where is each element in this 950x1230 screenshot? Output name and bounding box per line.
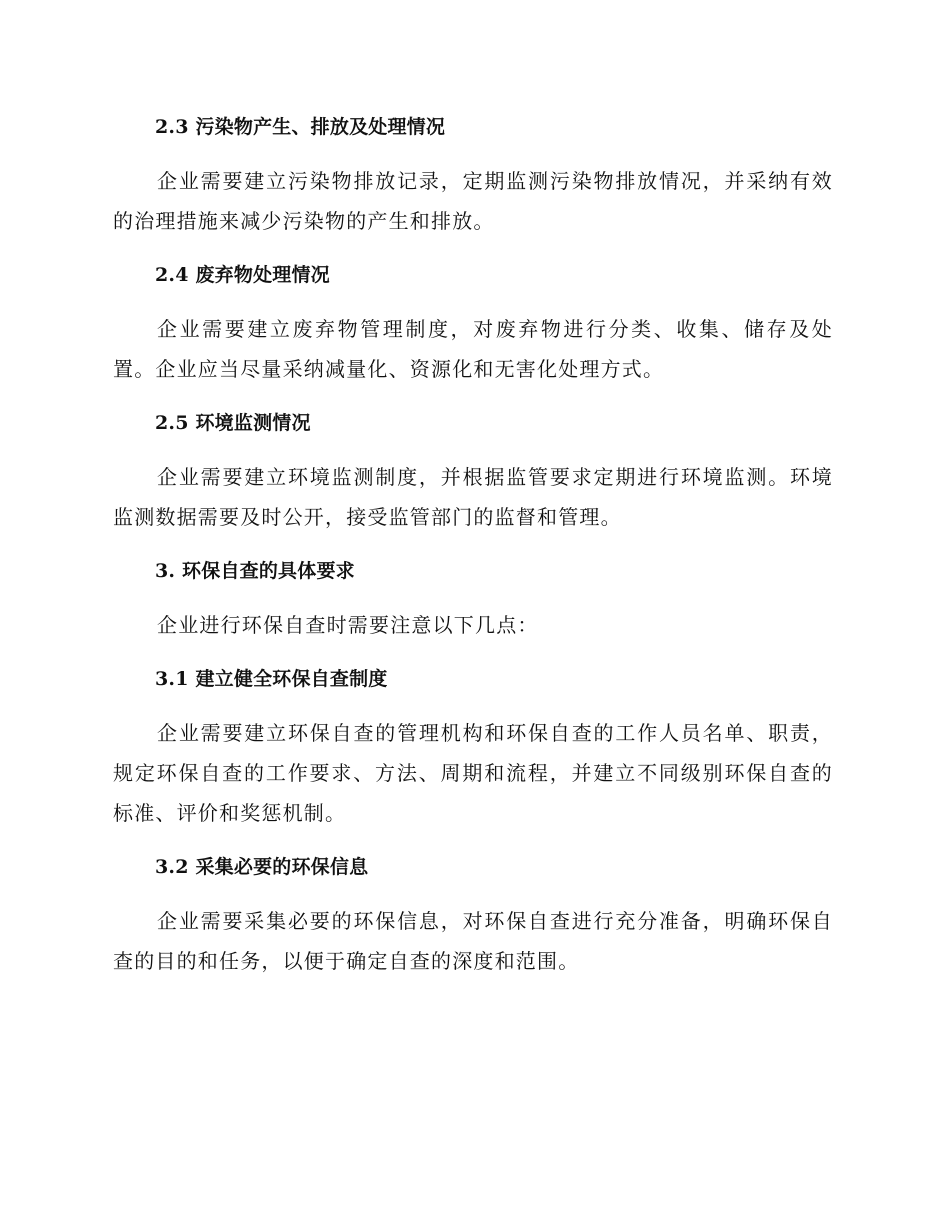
paragraph-pollutants: 企业需要建立污染物排放记录，定期监测污染物排放情况，并采纳有效的治理措施来减少污染物的产生和排放。 — [113, 169, 833, 233]
paragraph-self-inspection-system: 企业需要建立环保自查的管理机构和环保自查的工作人员名单、职责，规定环保自查的工作要求、方法、周期和流程，并建立不同级别环保自查的标准、评价和奖惩机制。 — [113, 721, 833, 825]
paragraph-requirements-intro: 企业进行环保自查时需要注意以下几点： — [157, 613, 539, 637]
section-heading-2-5: 2.5 环境监测情况 — [155, 412, 311, 434]
section-heading-3-1: 3.1 建立健全环保自查制度 — [155, 668, 388, 690]
document-body — [113, 108, 833, 996]
section-heading-2-4: 2.4 废弃物处理情况 — [155, 264, 330, 286]
paragraph-monitoring: 企业需要建立环境监测制度，并根据监管要求定期进行环境监测。环境监测数据需要及时公开，接受监管部门的监督和管理。 — [113, 465, 833, 529]
section-heading-3: 3. 环保自查的具体要求 — [155, 560, 355, 582]
paragraph-collect-info: 企业需要采集必要的环保信息，对环保自查进行充分准备，明确环保自查的目的和任务，以便于确定自查的深度和范围。 — [113, 909, 833, 973]
section-heading-3-2: 3.2 采集必要的环保信息 — [155, 856, 369, 878]
paragraph-waste: 企业需要建立废弃物管理制度，对废弃物进行分类、收集、储存及处置。企业应当尽量采纳减量化、资源化和无害化处理方式。 — [113, 317, 833, 381]
section-heading-2-3: 2.3 污染物产生、排放及处理情况 — [155, 116, 446, 138]
